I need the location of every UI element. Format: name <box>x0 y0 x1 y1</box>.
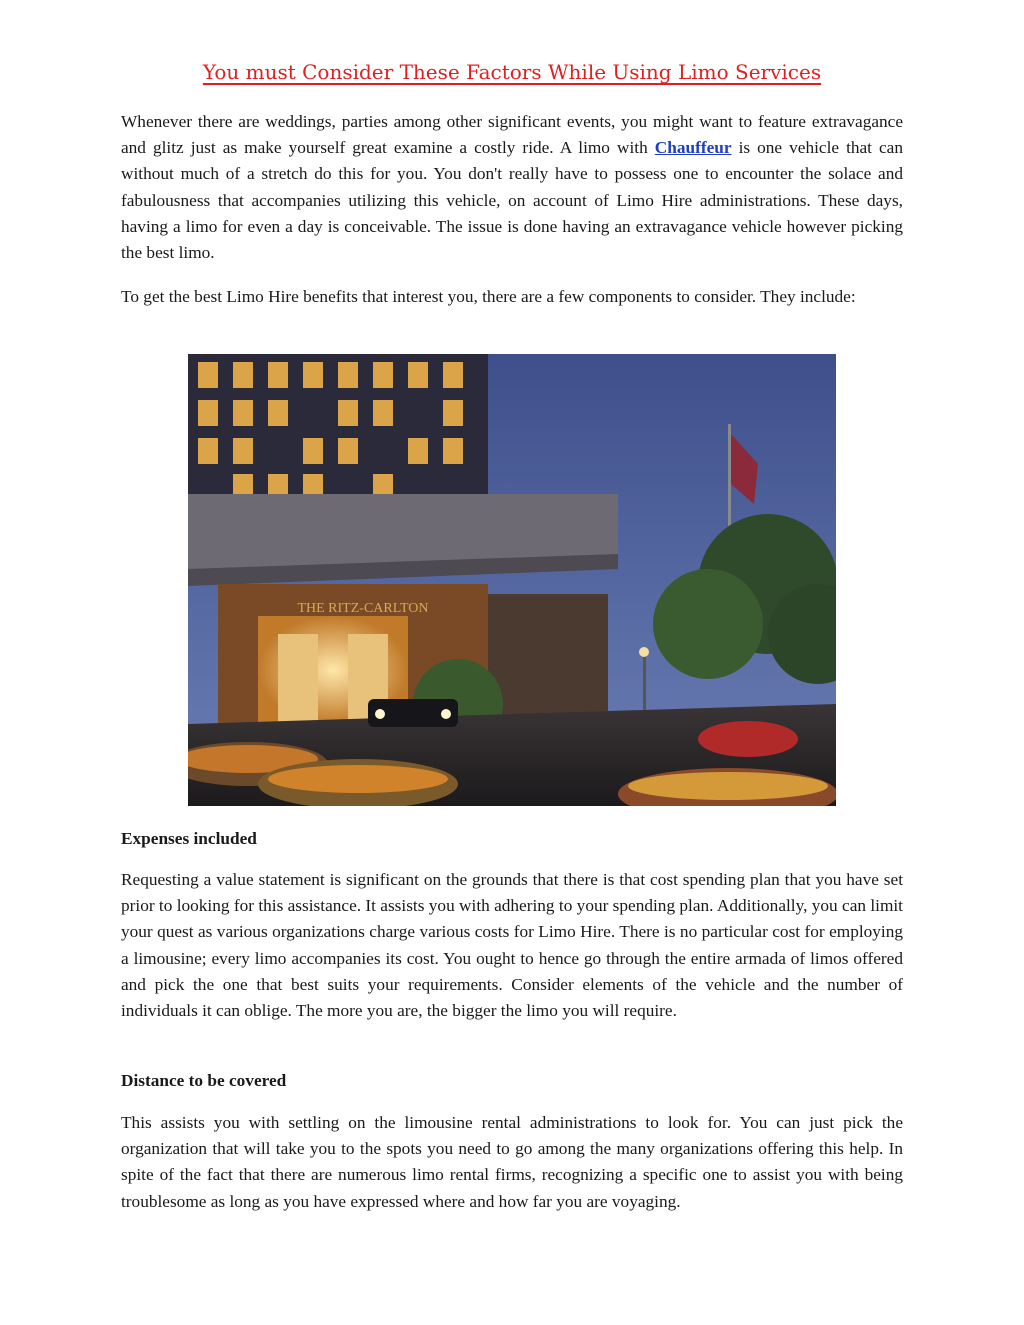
hotel-sign-text: THE RITZ-CARLTON <box>297 601 429 616</box>
page-title: You must Consider These Factors While Using Limo Services <box>202 60 822 84</box>
chauffeur-link[interactable]: Chauffeur <box>654 138 732 158</box>
intro-text-2: is one vehicle that can without much of a stretch do this for you. You don't really have to possess one to encounter the solace and fabulousness that accompanies utilizing this vehicle, on account of Limo Hire administrations. These days, having a limo for even a day is conceivable. The issue is done having an extravagance vehicle however picking the best limo. <box>121 138 903 263</box>
section-heading-distance: Distance to be covered <box>121 1071 287 1090</box>
section-body-distance: This assists you with settling on the limousine rental administrations to look for. You can just pick the organization that will take you to the spots you need to go among the many organizations offering this help. In spite of the fact that there are numerous limo rental firms, recognizing a specific one to assist you with being troublesome as long as you have expressed where and how far you are voyaging. <box>121 1113 903 1211</box>
intro-paragraph <box>121 109 903 266</box>
hotel-photo <box>188 354 836 806</box>
section-body-expenses: Requesting a value statement is significant on the grounds that there is that cost spending plan that you have set prior to looking for this assistance. It assists you with adhering to your spending plan. Additionally, you can limit your quest as various organizations charge various costs for Limo Hire. There is no particular cost for employing a limousine; every limo accompanies its cost. You ought to hence go through the entire armada of limos offered and pick the one that best suits your requirements. Consider elements of the vehicle and the number of individuals it can oblige. The more you are, the bigger the limo you will require. <box>121 870 903 1021</box>
section-heading-expenses: Expenses included <box>121 829 257 848</box>
intro-text-1: Whenever there are weddings, parties among other significant events, you might want to feature extravagance and glitz just as make yourself great examine a costly ride. A limo with <box>121 112 903 158</box>
components-paragraph: To get the best Limo Hire benefits that interest you, there are a few components to consider. They include: <box>121 287 856 306</box>
